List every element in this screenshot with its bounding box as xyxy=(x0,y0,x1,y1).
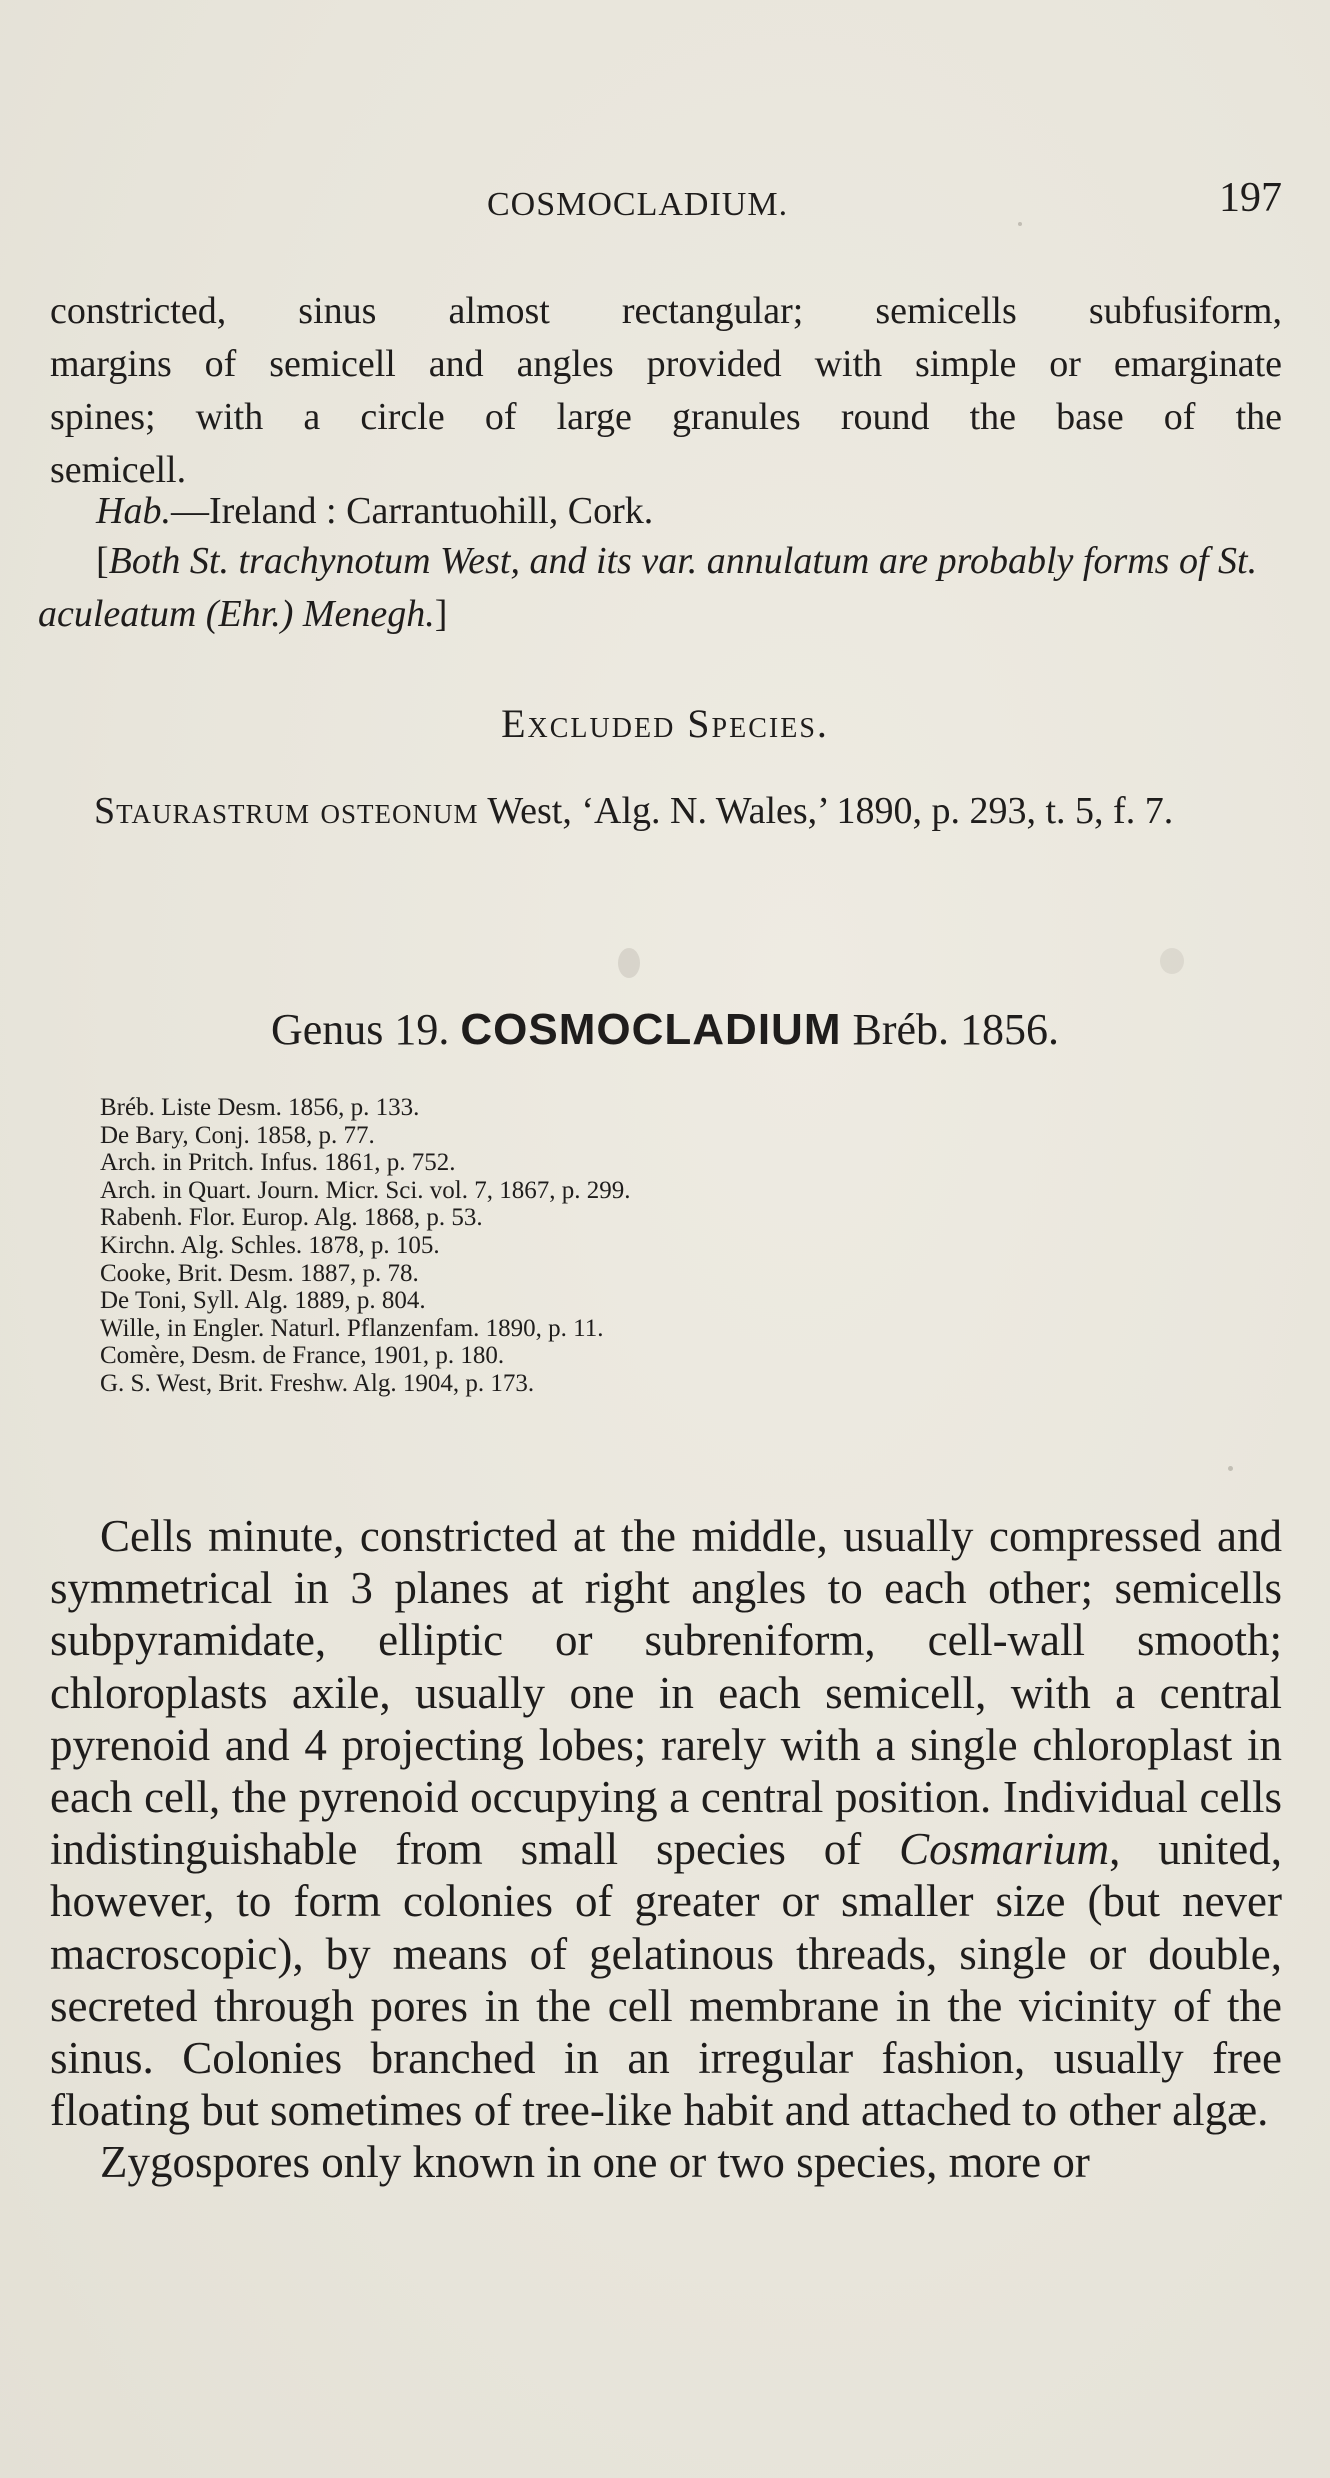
genus-name: COSMOCLADIUM xyxy=(460,1005,842,1054)
running-title: COSMOCLADIUM. xyxy=(487,186,789,223)
species-citation: West, ‘Alg. N. Wales,’ 1890, p. 293, t. 5, f. 7. xyxy=(478,790,1174,832)
paper-speck xyxy=(1018,222,1022,226)
description-paragraph xyxy=(50,1510,1282,2136)
reference-item: Cooke, Brit. Desm. 1887, p. 78. xyxy=(100,1259,419,1287)
note-text: Both St. trachynotum West, and its var. annulatum are probably forms of St. aculeatum ( xyxy=(38,540,1258,635)
reference-item: G. S. West, Brit. Freshw. Alg. 1904, p. 173. xyxy=(100,1369,535,1397)
habitat-text: —Ireland : Carrantuohill, Cork. xyxy=(170,490,654,532)
text-line: margins of semicell and angles provided with simple or emarginate xyxy=(50,343,1282,385)
genus-authority: Bréb. 1856. xyxy=(852,1005,1060,1054)
reference-item: De Bary, Conj. 1858, p. 77. xyxy=(100,1121,375,1149)
section-heading: Excluded Species. xyxy=(501,701,829,746)
habitat-label: Hab. xyxy=(96,490,171,532)
genus-reference-italic: Cosmarium xyxy=(899,1824,1110,1875)
paper-speck xyxy=(1228,1466,1233,1471)
description-text: Cells minute, constricted at the middle, usually compressed and symmetrical in 3 planes at right angles to each other; semicells subpyramidate, elliptic or subreniform, cell-wall smooth; chloroplasts axile, usually one in each semicell, with a central pyrenoid and 4 projecting lobes; rarely with a single chloroplast in each cell, the pyrenoid occupying a central position. Individual cells indistinguishable from small species of xyxy=(50,1511,1282,1875)
reference-item: Wille, in Engler. Naturl. Pflanzenfam. 1890, p. 11. xyxy=(100,1314,604,1342)
bracketed-note xyxy=(38,535,1282,641)
text-line: spines; with a circle of large granules round the base of the xyxy=(50,396,1282,438)
genus-heading xyxy=(0,1004,1330,1055)
habitat-line xyxy=(50,485,1282,538)
note-author: Ehr. xyxy=(218,593,281,635)
note-text-end: ) Menegh. xyxy=(280,593,435,635)
species-name: Staurastrum osteonum xyxy=(94,790,479,832)
reference-item: De Toni, Syll. Alg. 1889, p. 804. xyxy=(100,1287,426,1315)
description-text: , united, however, to form colonies of greater or smaller size (but never macroscopic), by means of gelatinous threads, single or double, secreted through pores in the cell membrane in the vicinity of the sinus. Colonies branched in an irregular fashion, usually free floating but sometimes of tree-like habit and attached to other algæ. xyxy=(50,1824,1282,2136)
reference-item: Kirchn. Alg. Schles. 1878, p. 105. xyxy=(100,1231,440,1259)
reference-item: Arch. in Pritch. Infus. 1861, p. 752. xyxy=(100,1149,456,1177)
page-number: 197 xyxy=(1219,175,1282,221)
text-line: semicell. xyxy=(50,449,187,491)
description-paragraph: Zygospores only known in one or two species, more or xyxy=(100,2137,1090,2188)
close-bracket: ] xyxy=(434,593,448,635)
reference-item: Arch. in Quart. Journ. Micr. Sci. vol. 7, 1867, p. 299. xyxy=(100,1176,631,1204)
reference-item: Rabenh. Flor. Europ. Alg. 1868, p. 53. xyxy=(100,1204,483,1232)
continued-description xyxy=(50,285,1282,497)
reference-list xyxy=(100,1094,1200,1398)
genus-number: Genus 19. xyxy=(270,1005,450,1054)
paper-speck xyxy=(1160,948,1184,974)
genus-description xyxy=(50,1510,1282,2189)
open-bracket: [ xyxy=(96,540,109,582)
reference-item: Comère, Desm. de France, 1901, p. 180. xyxy=(100,1342,505,1370)
running-head xyxy=(0,170,1330,230)
paper-speck xyxy=(618,948,640,978)
text-line: constricted, sinus almost rectangular; semicells subfusiform, xyxy=(50,290,1282,332)
reference-item: Bréb. Liste Desm. 1856, p. 133. xyxy=(100,1094,420,1121)
excluded-species-entry xyxy=(48,785,1280,838)
